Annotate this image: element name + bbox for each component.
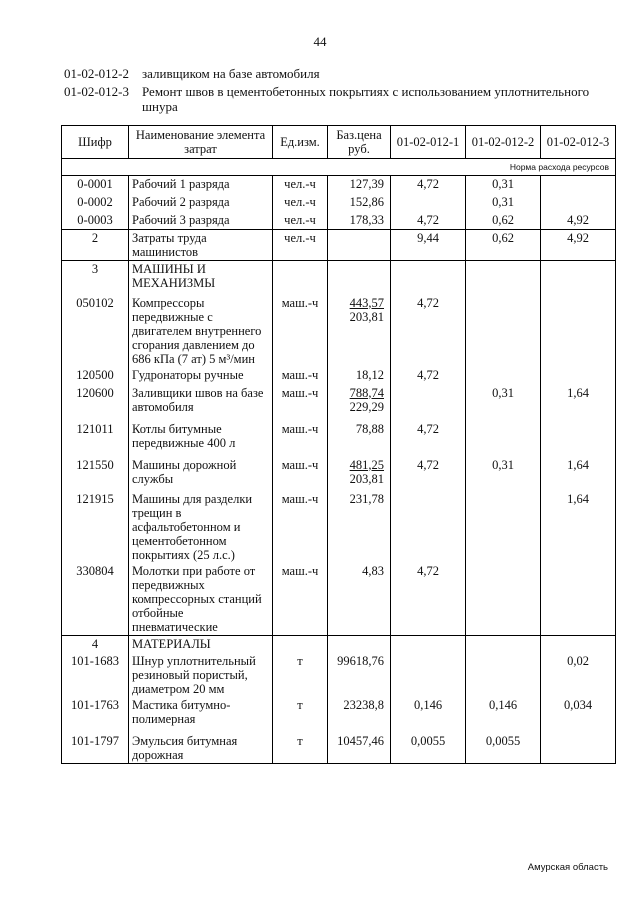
row-price-value: 231,78 — [349, 491, 384, 506]
row-name: Заливщики швов на базе автомобиля — [129, 385, 273, 421]
row-col-1: 4,72 — [391, 367, 466, 385]
row-unit: маш.-ч — [273, 295, 328, 367]
row-price — [328, 733, 391, 764]
row-col-2: 0,0055 — [466, 733, 541, 764]
table-row — [62, 194, 616, 212]
header-unit: Ед.изм. — [273, 126, 328, 159]
row-price — [328, 230, 391, 261]
row-name: Котлы битумные передвижные 400 л — [129, 421, 273, 457]
row-price — [328, 491, 391, 563]
row-name: Рабочий 1 разряда — [129, 176, 273, 194]
table-row — [62, 563, 616, 636]
row-code: 4 — [62, 635, 129, 653]
table-row — [62, 261, 616, 295]
row-price-value: 99618,76 — [337, 654, 384, 668]
row-name: Машины для разделки трещин в асфальтобетонном и цементобетонном покрытиях (25 л.с.) — [129, 491, 273, 563]
header-col-1: 01-02-012-1 — [391, 126, 466, 159]
row-price — [328, 194, 391, 212]
row-unit: чел.-ч — [273, 230, 328, 261]
row-price-value: 127,39 — [349, 177, 384, 191]
row-code: 330804 — [62, 563, 129, 636]
table-row — [62, 421, 616, 457]
row-col-2 — [466, 653, 541, 697]
row-col-2: 0,31 — [466, 194, 541, 212]
row-col-3: 0,034 — [541, 697, 616, 733]
header-code: Шифр — [62, 126, 129, 159]
row-unit: чел.-ч — [273, 176, 328, 194]
row-name: Эмульсия битумная дорожная — [129, 733, 273, 764]
row-col-2 — [466, 367, 541, 385]
row-col-3 — [541, 563, 616, 636]
row-unit — [273, 261, 328, 295]
row-price — [328, 635, 391, 653]
row-price — [328, 421, 391, 457]
row-col-3: 4,92 — [541, 212, 616, 230]
row-col-3 — [541, 295, 616, 367]
row-col-2 — [466, 563, 541, 636]
table-header-row — [62, 126, 616, 159]
row-col-3 — [541, 261, 616, 295]
row-col-1 — [391, 653, 466, 697]
norm-label-row — [62, 159, 616, 176]
row-unit: чел.-ч — [273, 194, 328, 212]
row-col-2 — [466, 261, 541, 295]
row-col-1: 0,0055 — [391, 733, 466, 764]
table-row — [62, 653, 616, 697]
row-col-1 — [391, 385, 466, 421]
row-unit: маш.-ч — [273, 491, 328, 563]
row-col-2: 0,31 — [466, 457, 541, 491]
header-col-3: 01-02-012-3 — [541, 126, 616, 159]
row-price-value: 18,12 — [355, 367, 384, 382]
row-code: 101-1763 — [62, 697, 129, 733]
heading-row — [64, 84, 602, 114]
page-number: 44 — [313, 34, 327, 49]
table-row — [62, 212, 616, 230]
row-col-1: 0,146 — [391, 697, 466, 733]
row-code: 121011 — [62, 421, 129, 457]
row-name: Мастика битумно-полимерная — [129, 697, 273, 733]
table-row — [62, 635, 616, 653]
row-code: 050102 — [62, 295, 129, 367]
heading-row — [64, 66, 602, 81]
row-col-1: 9,44 — [391, 230, 466, 261]
row-col-3 — [541, 194, 616, 212]
row-price-secondary: 229,29 — [349, 399, 384, 414]
row-col-3: 0,02 — [541, 653, 616, 697]
row-unit: т — [273, 653, 328, 697]
row-col-2 — [466, 295, 541, 367]
row-price — [328, 385, 391, 421]
row-price-value: 152,86 — [349, 194, 384, 209]
row-col-2: 0,62 — [466, 230, 541, 261]
row-name: Рабочий 2 разряда — [129, 194, 273, 212]
row-code: 120500 — [62, 367, 129, 385]
row-price — [328, 697, 391, 733]
row-col-3 — [541, 733, 616, 764]
row-name: Машины дорожной службы — [129, 457, 273, 491]
table-row — [62, 697, 616, 733]
row-col-1: 4,72 — [391, 421, 466, 457]
row-code: 101-1797 — [62, 733, 129, 764]
norms-table — [61, 125, 616, 764]
table-row — [62, 733, 616, 764]
row-price — [328, 457, 391, 491]
row-col-3 — [541, 367, 616, 385]
row-unit: маш.-ч — [273, 457, 328, 491]
row-price-secondary: 203,81 — [349, 309, 384, 324]
row-code: 120600 — [62, 385, 129, 421]
footer-region: Амурская область — [527, 862, 608, 873]
row-code: 0-0001 — [62, 176, 129, 194]
row-code: 121915 — [62, 491, 129, 563]
row-col-2: 0,62 — [466, 212, 541, 230]
row-col-1: 4,72 — [391, 563, 466, 636]
row-code: 0-0002 — [62, 194, 129, 212]
row-price — [328, 261, 391, 295]
table-row — [62, 457, 616, 491]
row-name: Шнур уплотнительный резиновый пористый, диаметром 20 мм — [129, 653, 273, 697]
row-col-2: 0,31 — [466, 385, 541, 421]
row-unit: маш.-ч — [273, 563, 328, 636]
row-name: Рабочий 3 разряда — [129, 212, 273, 230]
row-col-3: 1,64 — [541, 457, 616, 491]
row-unit: чел.-ч — [273, 212, 328, 230]
row-col-2: 0,31 — [466, 176, 541, 194]
row-col-2 — [466, 421, 541, 457]
row-col-3: 4,92 — [541, 230, 616, 261]
row-code: 121550 — [62, 457, 129, 491]
row-name: Затраты труда машинистов — [129, 230, 273, 261]
row-col-3 — [541, 635, 616, 653]
row-price-secondary: 203,81 — [349, 471, 384, 486]
heading-code: 01-02-012-3 — [64, 84, 129, 99]
row-name: Гудронаторы ручные — [129, 367, 273, 385]
row-price — [328, 563, 391, 636]
row-col-1: 4,72 — [391, 212, 466, 230]
row-col-1: 4,72 — [391, 295, 466, 367]
row-price-value: 788,74 — [349, 385, 384, 400]
table-row — [62, 176, 616, 194]
row-col-2 — [466, 491, 541, 563]
row-code: 3 — [62, 261, 129, 295]
header-price: Баз.цена руб. — [328, 126, 391, 159]
row-col-1: 4,72 — [391, 176, 466, 194]
row-unit: маш.-ч — [273, 367, 328, 385]
row-unit: т — [273, 697, 328, 733]
row-col-2 — [466, 635, 541, 653]
row-price-value: 443,57 — [349, 295, 384, 310]
row-name: МАТЕРИАЛЫ — [129, 635, 273, 653]
row-col-1: 4,72 — [391, 457, 466, 491]
row-unit: маш.-ч — [273, 385, 328, 421]
row-code: 0-0003 — [62, 212, 129, 230]
row-col-2: 0,146 — [466, 697, 541, 733]
row-code: 2 — [62, 230, 129, 261]
header-name: Наименование элемента затрат — [129, 126, 273, 159]
row-price — [328, 212, 391, 230]
row-price — [328, 367, 391, 385]
norm-label: Норма расхода ресурсов — [62, 159, 616, 176]
heading-text: Ремонт швов в цементобетонных покрытиях с использованием уплотнительного шнура — [142, 84, 590, 114]
row-unit: маш.-ч — [273, 421, 328, 457]
row-unit: т — [273, 733, 328, 764]
row-name: Молотки при работе от передвижных компрессорных станций отбойные пневматические — [129, 563, 273, 636]
row-price — [328, 295, 391, 367]
row-col-1 — [391, 261, 466, 295]
table-row — [62, 230, 616, 261]
header-col-2: 01-02-012-2 — [466, 126, 541, 159]
row-col-3: 1,64 — [541, 491, 616, 563]
row-price-value: 4,83 — [362, 563, 384, 578]
row-price-value: 10457,46 — [337, 734, 384, 748]
row-price-value: 481,25 — [349, 457, 384, 472]
row-code: 101-1683 — [62, 653, 129, 697]
row-price-value: 78,88 — [355, 421, 384, 436]
row-name: Компрессоры передвижные с двигателем внутреннего сгорания давлением до 686 кПа (7 ат) 5 м³/мин — [129, 295, 273, 367]
heading-code: 01-02-012-2 — [64, 66, 129, 81]
row-col-3: 1,64 — [541, 385, 616, 421]
row-price-value: 23238,8 — [343, 698, 384, 712]
row-price — [328, 653, 391, 697]
table-row — [62, 295, 616, 367]
row-name: МАШИНЫ И МЕХАНИЗМЫ — [129, 261, 273, 295]
table-row — [62, 367, 616, 385]
row-col-3 — [541, 421, 616, 457]
row-price-value: 178,33 — [349, 212, 384, 227]
table-row — [62, 491, 616, 563]
row-col-1 — [391, 635, 466, 653]
row-price — [328, 176, 391, 194]
row-col-3 — [541, 176, 616, 194]
heading-text: заливщиком на базе автомобиля — [142, 66, 320, 81]
row-col-1 — [391, 491, 466, 563]
table-row — [62, 385, 616, 421]
row-unit — [273, 635, 328, 653]
row-col-1 — [391, 194, 466, 212]
